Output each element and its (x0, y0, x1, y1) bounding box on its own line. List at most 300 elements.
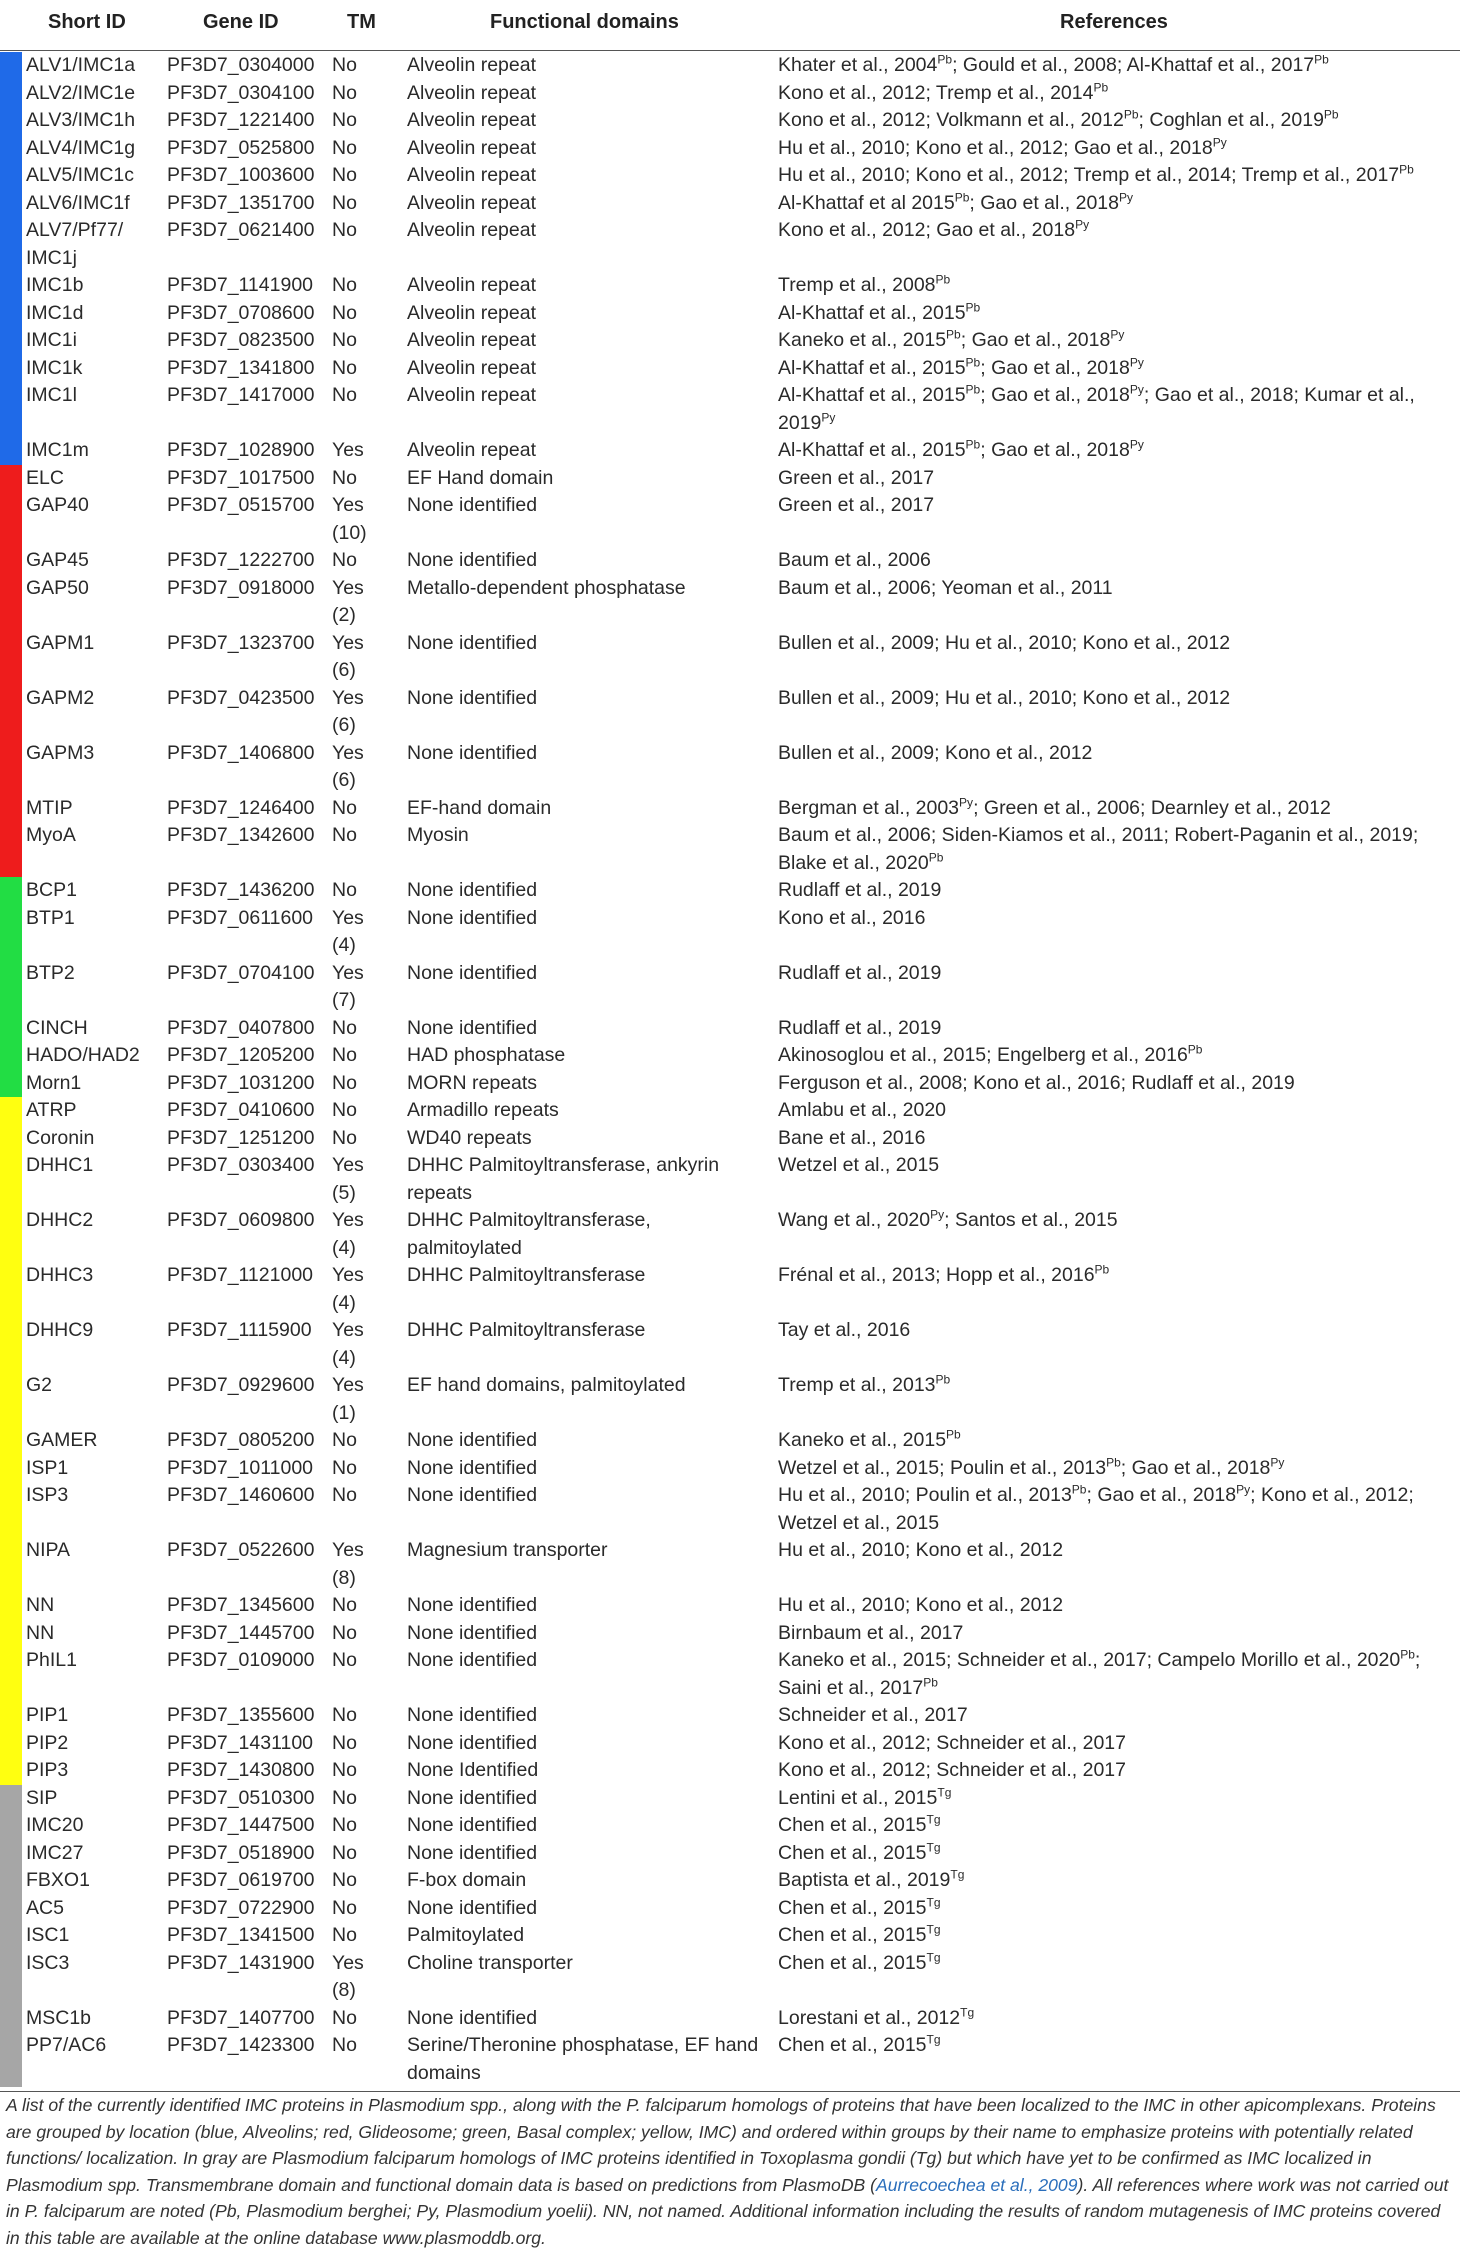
references-cell (778, 1097, 1438, 1125)
species-superscript: Pb (946, 1427, 961, 1442)
table-row (0, 465, 1460, 493)
reference-text: Green et al., 2017 (778, 466, 935, 489)
short-id-cell: GAPM1 (26, 631, 95, 654)
tm-cell: Yes (4) (332, 906, 364, 956)
reference-text: Wetzel et al., 2015 (778, 1154, 940, 1176)
functional-domain-cell: None identified (407, 1896, 538, 1919)
short-id-cell: NN (26, 1621, 55, 1644)
gene-id-cell: PF3D7_0522600 (167, 1539, 315, 1561)
header-tm: TM (347, 11, 376, 33)
table-row (0, 1895, 1460, 1923)
reference-text: Al-Khattaf et al 2015 (778, 191, 955, 214)
reference-text: Hu et al., 2010; Kono et al., 2012 (778, 1594, 1064, 1616)
gene-id-cell: PF3D7_0510300 (167, 1786, 315, 1809)
reference-text: Rudlaff et al., 2019 (778, 961, 942, 984)
functional-domain-cell: MORN repeats (407, 1071, 538, 1094)
table-row (0, 437, 1460, 465)
references-cell (778, 1152, 1438, 1180)
header-short-id: Short ID (48, 11, 126, 33)
gene-id-cell: PF3D7_0518900 (167, 1841, 315, 1864)
references-cell (778, 1922, 1438, 1950)
reference-text: Bullen et al., 2009; Kono et al., 2012 (778, 741, 1093, 764)
reference-text: Frénal et al., 2013; Hopp et al., 2016 (778, 1264, 1095, 1286)
species-superscript: Py (1075, 217, 1090, 232)
tm-cell: No (332, 1429, 357, 1451)
gene-id-cell: PF3D7_1246400 (167, 796, 315, 819)
tm-cell: No (332, 54, 357, 76)
tm-cell: No (332, 796, 357, 819)
short-id-cell: Morn1 (26, 1071, 82, 1094)
functional-domain-cell: None Identified (407, 1759, 539, 1781)
table-row (0, 1702, 1460, 1730)
short-id-cell: BCP1 (26, 879, 77, 901)
references-cell (778, 1950, 1438, 1978)
table-row (0, 1152, 1460, 1207)
references-cell (778, 355, 1438, 383)
reference-text: Baum et al., 2006 (778, 549, 931, 571)
table-row (0, 1620, 1460, 1648)
short-id-cell: ALV7/Pf77/ IMC1j (26, 219, 124, 269)
functional-domain-cell: None identified (407, 494, 538, 516)
references-cell (778, 740, 1438, 768)
short-id-cell: MTIP (26, 796, 73, 819)
reference-text: ; Gould et al., 2008; Al-Khattaf et al., 2017 (952, 54, 1315, 76)
short-id-cell: ISP1 (26, 1456, 69, 1479)
functional-domain-cell: Metallo-dependent phosphatase (407, 576, 686, 599)
table-row (0, 162, 1460, 190)
species-superscript: Py (930, 1207, 945, 1222)
tm-cell: No (332, 1016, 357, 1039)
species-superscript: Tg (926, 1922, 941, 1937)
table-row (0, 1950, 1460, 2005)
functional-domain-cell: None identified (407, 961, 538, 984)
short-id-cell: ALV6/IMC1f (26, 191, 130, 214)
gene-id-cell: PF3D7_1445700 (167, 1621, 315, 1644)
gene-id-cell: PF3D7_0410600 (167, 1099, 315, 1121)
short-id-cell: ISP3 (26, 1484, 69, 1506)
short-id-cell: GAPM2 (26, 686, 95, 709)
reference-text: Birnbaum et al., 2017 (778, 1621, 964, 1644)
reference-text: Akinosoglou et al., 2015; Engelberg et al., 2016 (778, 1044, 1188, 1066)
reference-text: ; Gao et al., 2018 (1120, 1456, 1271, 1479)
functional-domain-cell: Alveolin repeat (407, 439, 536, 461)
references-cell (778, 135, 1438, 163)
reference-text: Hu et al., 2010; Kono et al., 2012; Tremp et al., 2014; Tremp et al., 2017 (778, 164, 1400, 186)
reference-text: Hu et al., 2010; Kono et al., 2012; Gao et al., 2018 (778, 136, 1213, 159)
tm-cell: Yes (6) (332, 686, 364, 736)
short-id-cell: ISC3 (26, 1951, 70, 1974)
species-superscript: Tg (937, 1785, 952, 1799)
references-cell (778, 465, 1438, 493)
functional-domain-cell: None identified (407, 631, 538, 654)
gene-id-cell: PF3D7_0609800 (167, 1209, 315, 1231)
species-superscript: Pb (1323, 107, 1339, 122)
tm-cell: No (332, 1649, 357, 1671)
short-id-cell: IMC1k (26, 356, 83, 379)
references-cell (778, 300, 1438, 328)
species-superscript: Pb (1399, 162, 1414, 177)
table-row (0, 547, 1460, 575)
table-row (0, 685, 1460, 740)
table-row (0, 1785, 1460, 1813)
references-cell (778, 1620, 1438, 1648)
species-superscript: Py (1119, 190, 1134, 204)
references-cell (778, 190, 1438, 218)
references-cell (778, 1262, 1438, 1290)
references-cell (778, 685, 1438, 713)
functional-domain-cell: None identified (407, 1621, 538, 1644)
short-id-cell: PIP2 (26, 1731, 69, 1754)
references-cell (778, 1730, 1438, 1758)
species-superscript: Tg (926, 2032, 941, 2047)
short-id-cell: ATRP (26, 1099, 77, 1121)
functional-domain-cell: F-box domain (407, 1869, 527, 1891)
functional-domain-cell: Alveolin repeat (407, 191, 536, 214)
reference-text: Schneider et al., 2017 (778, 1704, 968, 1726)
references-cell (778, 1895, 1438, 1923)
reference-text: Wang et al., 2020 (778, 1209, 931, 1231)
functional-domain-cell: DHHC Palmitoyltransferase, palmitoylated (407, 1209, 651, 1259)
reference-text: ; Green et al., 2006; Dearnley et al., 2012 (973, 796, 1331, 819)
reference-text: ; Coghlan et al., 2019 (1138, 109, 1324, 131)
references-cell (778, 272, 1438, 300)
tm-cell: No (332, 824, 357, 846)
species-superscript: Pb (935, 1372, 951, 1387)
reference-text: ; Gao et al., 2018 (980, 384, 1130, 406)
functional-domain-cell: Serine/Theronine phosphatase, EF hand domains (407, 2034, 759, 2084)
short-id-cell: IMC20 (26, 1814, 84, 1836)
table-row (0, 1097, 1460, 1125)
reference-text: Kono et al., 2012; Volkmann et al., 2012 (778, 109, 1124, 131)
functional-domain-cell: Palmitoylated (407, 1924, 525, 1946)
gene-id-cell: PF3D7_1141900 (167, 274, 314, 296)
tm-cell: No (332, 136, 357, 159)
species-superscript: Pb (1400, 1647, 1415, 1662)
short-id-cell: DHHC3 (26, 1264, 94, 1286)
tm-cell: Yes (4) (332, 1209, 364, 1259)
functional-domain-cell: WD40 repeats (407, 1126, 532, 1149)
reference-text: Bullen et al., 2009; Hu et al., 2010; Kono et al., 2012 (778, 631, 1231, 654)
short-id-cell: FBXO1 (26, 1869, 90, 1891)
references-cell (778, 1042, 1438, 1070)
short-id-cell: IMC1b (26, 274, 84, 296)
short-id-cell: ALV2/IMC1e (26, 81, 136, 104)
references-cell (778, 630, 1438, 658)
short-id-cell: MSC1b (26, 2006, 92, 2029)
reference-text: Lorestani et al., 2012 (778, 2006, 961, 2029)
species-superscript: Pb (937, 52, 953, 67)
functional-domain-cell: Choline transporter (407, 1951, 573, 1974)
table-row (0, 355, 1460, 383)
gene-id-cell: PF3D7_0515700 (167, 494, 315, 516)
tm-cell: No (332, 1621, 357, 1644)
references-cell (778, 1840, 1438, 1868)
gene-id-cell: PF3D7_0918000 (167, 576, 315, 599)
species-superscript: Tg (950, 1867, 965, 1882)
gene-id-cell: PF3D7_1003600 (167, 164, 315, 186)
table-row (0, 1042, 1460, 1070)
gene-id-cell: PF3D7_0619700 (167, 1869, 315, 1891)
tm-cell: Yes (1) (332, 1374, 364, 1424)
functional-domain-cell: Alveolin repeat (407, 136, 536, 159)
reference-text: Bullen et al., 2009; Hu et al., 2010; Kono et al., 2012 (778, 686, 1231, 709)
reference-text: Kono et al., 2012; Schneider et al., 2017 (778, 1731, 1127, 1754)
short-id-cell: ALV1/IMC1a (26, 54, 136, 76)
species-superscript: Tg (926, 1840, 941, 1854)
gene-id-cell: PF3D7_1342600 (167, 824, 315, 846)
tm-cell: No (332, 879, 357, 901)
table-row (0, 1427, 1460, 1455)
reference-text: Chen et al., 2015 (778, 1814, 927, 1836)
gene-id-cell: PF3D7_1341500 (167, 1924, 315, 1946)
species-superscript: Tg (926, 1950, 941, 1964)
species-superscript: Pb (1106, 1455, 1121, 1469)
short-id-cell: PhIL1 (26, 1649, 77, 1671)
reference-text: Rudlaff et al., 2019 (778, 1016, 942, 1039)
species-superscript: Py (959, 795, 974, 809)
short-id-cell: DHHC1 (26, 1154, 94, 1176)
table-row (0, 1317, 1460, 1372)
species-superscript: Pb (965, 437, 981, 452)
short-id-cell: DHHC9 (26, 1319, 94, 1341)
reference-text: Chen et al., 2015 (778, 1896, 927, 1919)
tm-cell: No (332, 1126, 357, 1149)
functional-domain-cell: None identified (407, 2006, 538, 2029)
gene-id-cell: PF3D7_1115900 (167, 1319, 312, 1341)
references-cell (778, 1482, 1438, 1537)
reference-text: Al-Khattaf et al., 2015 (778, 439, 966, 461)
tm-cell: Yes (4) (332, 1264, 364, 1314)
gene-id-cell: PF3D7_1436200 (167, 879, 315, 901)
tm-cell: No (332, 2006, 357, 2029)
species-superscript: Py (1212, 135, 1227, 149)
references-cell (778, 1867, 1438, 1895)
tm-cell: No (332, 274, 357, 296)
reference-text: ; Kono et al., 2012; Wetzel et al., 2015 (778, 1484, 1414, 1534)
short-id-cell: GAPM3 (26, 741, 95, 764)
references-cell (778, 1702, 1438, 1730)
tm-cell: No (332, 109, 357, 131)
table-caption (6, 2092, 1452, 2252)
table-row (0, 2032, 1460, 2087)
tm-cell: No (332, 301, 357, 324)
tm-cell: Yes (8) (332, 1951, 364, 2001)
table-row (0, 1867, 1460, 1895)
short-id-cell: IMC27 (26, 1841, 84, 1864)
short-id-cell: ALV5/IMC1c (26, 164, 135, 186)
tm-cell: Yes (332, 439, 364, 461)
table-row (0, 492, 1460, 547)
reference-text: Chen et al., 2015 (778, 2034, 927, 2056)
reference-text: Chen et al., 2015 (778, 1841, 927, 1864)
reference-text: Baum et al., 2006; Yeoman et al., 2011 (778, 576, 1113, 599)
reference-text: Chen et al., 2015 (778, 1924, 927, 1946)
gene-id-cell: PF3D7_0611600 (167, 906, 314, 929)
reference-text: Chen et al., 2015 (778, 1951, 927, 1974)
reference-text: Al-Khattaf et al., 2015 (778, 301, 966, 324)
gene-id-cell: PF3D7_1406800 (167, 741, 315, 764)
reference-text: Ferguson et al., 2008; Kono et al., 2016; Rudlaff et al., 2019 (778, 1071, 1295, 1094)
table-row (0, 740, 1460, 795)
functional-domain-cell: Alveolin repeat (407, 301, 536, 324)
reference-text: Kaneko et al., 2015; Schneider et al., 2017; Campelo Morillo et al., 2020 (778, 1649, 1401, 1671)
references-cell (778, 107, 1438, 135)
functional-domain-cell: Alveolin repeat (407, 81, 536, 104)
functional-domain-cell: None identified (407, 1456, 538, 1479)
functional-domain-cell: HAD phosphatase (407, 1044, 566, 1066)
species-superscript: Tg (960, 2005, 975, 2019)
gene-id-cell: PF3D7_0525800 (167, 136, 315, 159)
references-cell (778, 1125, 1438, 1153)
species-superscript: Pb (965, 355, 981, 369)
short-id-cell: NN (26, 1594, 55, 1616)
tm-cell: No (332, 1456, 357, 1479)
table-row (0, 80, 1460, 108)
functional-domain-cell: None identified (407, 906, 538, 929)
reference-text: Kaneko et al., 2015 (778, 329, 947, 351)
references-cell (778, 1455, 1438, 1483)
species-superscript: Pb (1094, 1262, 1110, 1277)
functional-domain-cell: Alveolin repeat (407, 274, 536, 296)
table-row (0, 1730, 1460, 1758)
tm-cell: Yes (6) (332, 631, 364, 681)
tm-cell: No (332, 1731, 357, 1754)
tm-cell: Yes (6) (332, 741, 364, 791)
table-row (0, 190, 1460, 218)
reference-text: Green et al., 2017 (778, 494, 935, 516)
reference-text: Kono et al., 2012; Tremp et al., 2014 (778, 81, 1094, 104)
references-cell (778, 877, 1438, 905)
functional-domain-cell: None identified (407, 1731, 538, 1754)
gene-id-cell: PF3D7_1431900 (167, 1951, 315, 1974)
functional-domain-cell: None identified (407, 741, 538, 764)
table-row (0, 327, 1460, 355)
functional-domain-cell: None identified (407, 1429, 538, 1451)
short-id-cell: MyoA (26, 824, 76, 846)
functional-domain-cell: None identified (407, 1786, 538, 1809)
table-row (0, 1757, 1460, 1785)
functional-domain-cell: None identified (407, 1841, 538, 1864)
functional-domain-cell: Alveolin repeat (407, 164, 536, 186)
gene-id-cell: PF3D7_1351700 (167, 191, 315, 214)
species-superscript: Pb (923, 1675, 938, 1689)
species-superscript: Pb (935, 272, 951, 287)
functional-domain-cell: EF hand domains, palmitoylated (407, 1374, 686, 1396)
species-superscript: Py (1129, 355, 1144, 369)
functional-domain-cell: Alveolin repeat (407, 54, 536, 76)
table-row (0, 877, 1460, 905)
functional-domain-cell: None identified (407, 1814, 538, 1836)
reference-text: ; Gao et al., 2018; Kumar et al., 2019 (778, 384, 1415, 434)
tm-cell: No (332, 219, 357, 241)
table-row (0, 2005, 1460, 2033)
species-superscript: Pb (954, 190, 970, 204)
table-header (0, 0, 1460, 51)
short-id-cell: IMC1i (26, 329, 77, 351)
functional-domain-cell: None identified (407, 1649, 538, 1671)
references-cell (778, 1207, 1438, 1235)
references-cell (778, 327, 1438, 355)
species-superscript: Pb (1093, 80, 1109, 94)
gene-id-cell: PF3D7_1430800 (167, 1759, 315, 1781)
references-cell (778, 575, 1438, 603)
functional-domain-cell: Alveolin repeat (407, 329, 536, 351)
short-id-cell: GAP45 (26, 549, 89, 571)
table-row (0, 1125, 1460, 1153)
reference-text: Hu et al., 2010; Kono et al., 2012 (778, 1539, 1064, 1561)
caption-text-2: ). All references where work was not carried out in P. falciparum are noted (Pb, Plasmodium berghei; Py, Plasmodium yoelii). NN, not named. Additional information including the results of random mutagenesis of IMC proteins covered in this table are available at the online database www.plasmoddb.org. (6, 2174, 1449, 2248)
tm-cell: Yes (2) (332, 576, 364, 626)
short-id-cell: G2 (26, 1374, 53, 1396)
species-superscript: Pb (1123, 107, 1139, 122)
functional-domain-cell: None identified (407, 879, 538, 901)
short-id-cell: PIP3 (26, 1759, 69, 1781)
reference-text: Kaneko et al., 2015 (778, 1429, 947, 1451)
gene-id-cell: PF3D7_1121000 (167, 1264, 314, 1286)
references-cell (778, 52, 1438, 80)
tm-cell: No (332, 1924, 357, 1946)
table-row (0, 217, 1460, 272)
short-id-cell: ALV3/IMC1h (26, 109, 136, 131)
gene-id-cell: PF3D7_1355600 (167, 1704, 315, 1726)
tm-cell: No (332, 1896, 357, 1919)
reference-text: ; Gao et al., 2018 (1086, 1484, 1237, 1506)
references-cell (778, 960, 1438, 988)
header-functional-domains: Functional domains (490, 11, 679, 33)
gene-id-cell: PF3D7_0823500 (167, 329, 315, 351)
tm-cell: No (332, 1594, 357, 1616)
tm-cell: No (332, 164, 357, 186)
short-id-cell: AC5 (26, 1896, 64, 1919)
reference-text: ; Gao et al., 2018 (980, 439, 1130, 461)
functional-domain-cell: EF-hand domain (407, 796, 552, 819)
gene-id-cell: PF3D7_0304100 (167, 81, 315, 104)
short-id-cell: IMC1d (26, 301, 84, 324)
references-cell (778, 1812, 1438, 1840)
species-superscript: Pb (1314, 52, 1329, 67)
short-id-cell: DHHC2 (26, 1209, 94, 1231)
references-cell (778, 1537, 1438, 1565)
reference-text: Lentini et al., 2015 (778, 1786, 938, 1809)
short-id-cell: IMC1m (26, 439, 89, 461)
table-row (0, 1455, 1460, 1483)
references-cell (778, 1372, 1438, 1400)
species-superscript: Pb (946, 327, 961, 342)
references-cell (778, 1317, 1438, 1345)
gene-id-cell: PF3D7_0929600 (167, 1374, 315, 1396)
table-row (0, 1482, 1460, 1537)
reference-text: Tremp et al., 2013 (778, 1374, 936, 1396)
functional-domain-cell: Alveolin repeat (407, 356, 536, 379)
tm-cell: No (332, 1704, 357, 1726)
table-row (0, 630, 1460, 685)
reference-text: Kono et al., 2016 (778, 906, 926, 929)
gene-id-cell: PF3D7_0722900 (167, 1896, 315, 1919)
gene-id-cell: PF3D7_0407800 (167, 1016, 315, 1039)
references-cell (778, 795, 1438, 823)
table-row (0, 52, 1460, 80)
references-cell (778, 547, 1438, 575)
short-id-cell: ELC (26, 466, 64, 489)
reference-text: ; Gao et al., 2018 (969, 191, 1119, 214)
tm-cell: No (332, 1841, 357, 1864)
functional-domain-cell: None identified (407, 1594, 538, 1616)
gene-id-cell: PF3D7_1341800 (167, 356, 315, 379)
references-cell (778, 822, 1438, 877)
caption-citation-link[interactable]: Aurrecoechea et al., 2009 (876, 2174, 1078, 2195)
gene-id-cell: PF3D7_1407700 (167, 2006, 315, 2029)
species-superscript: Pb (1071, 1482, 1087, 1497)
